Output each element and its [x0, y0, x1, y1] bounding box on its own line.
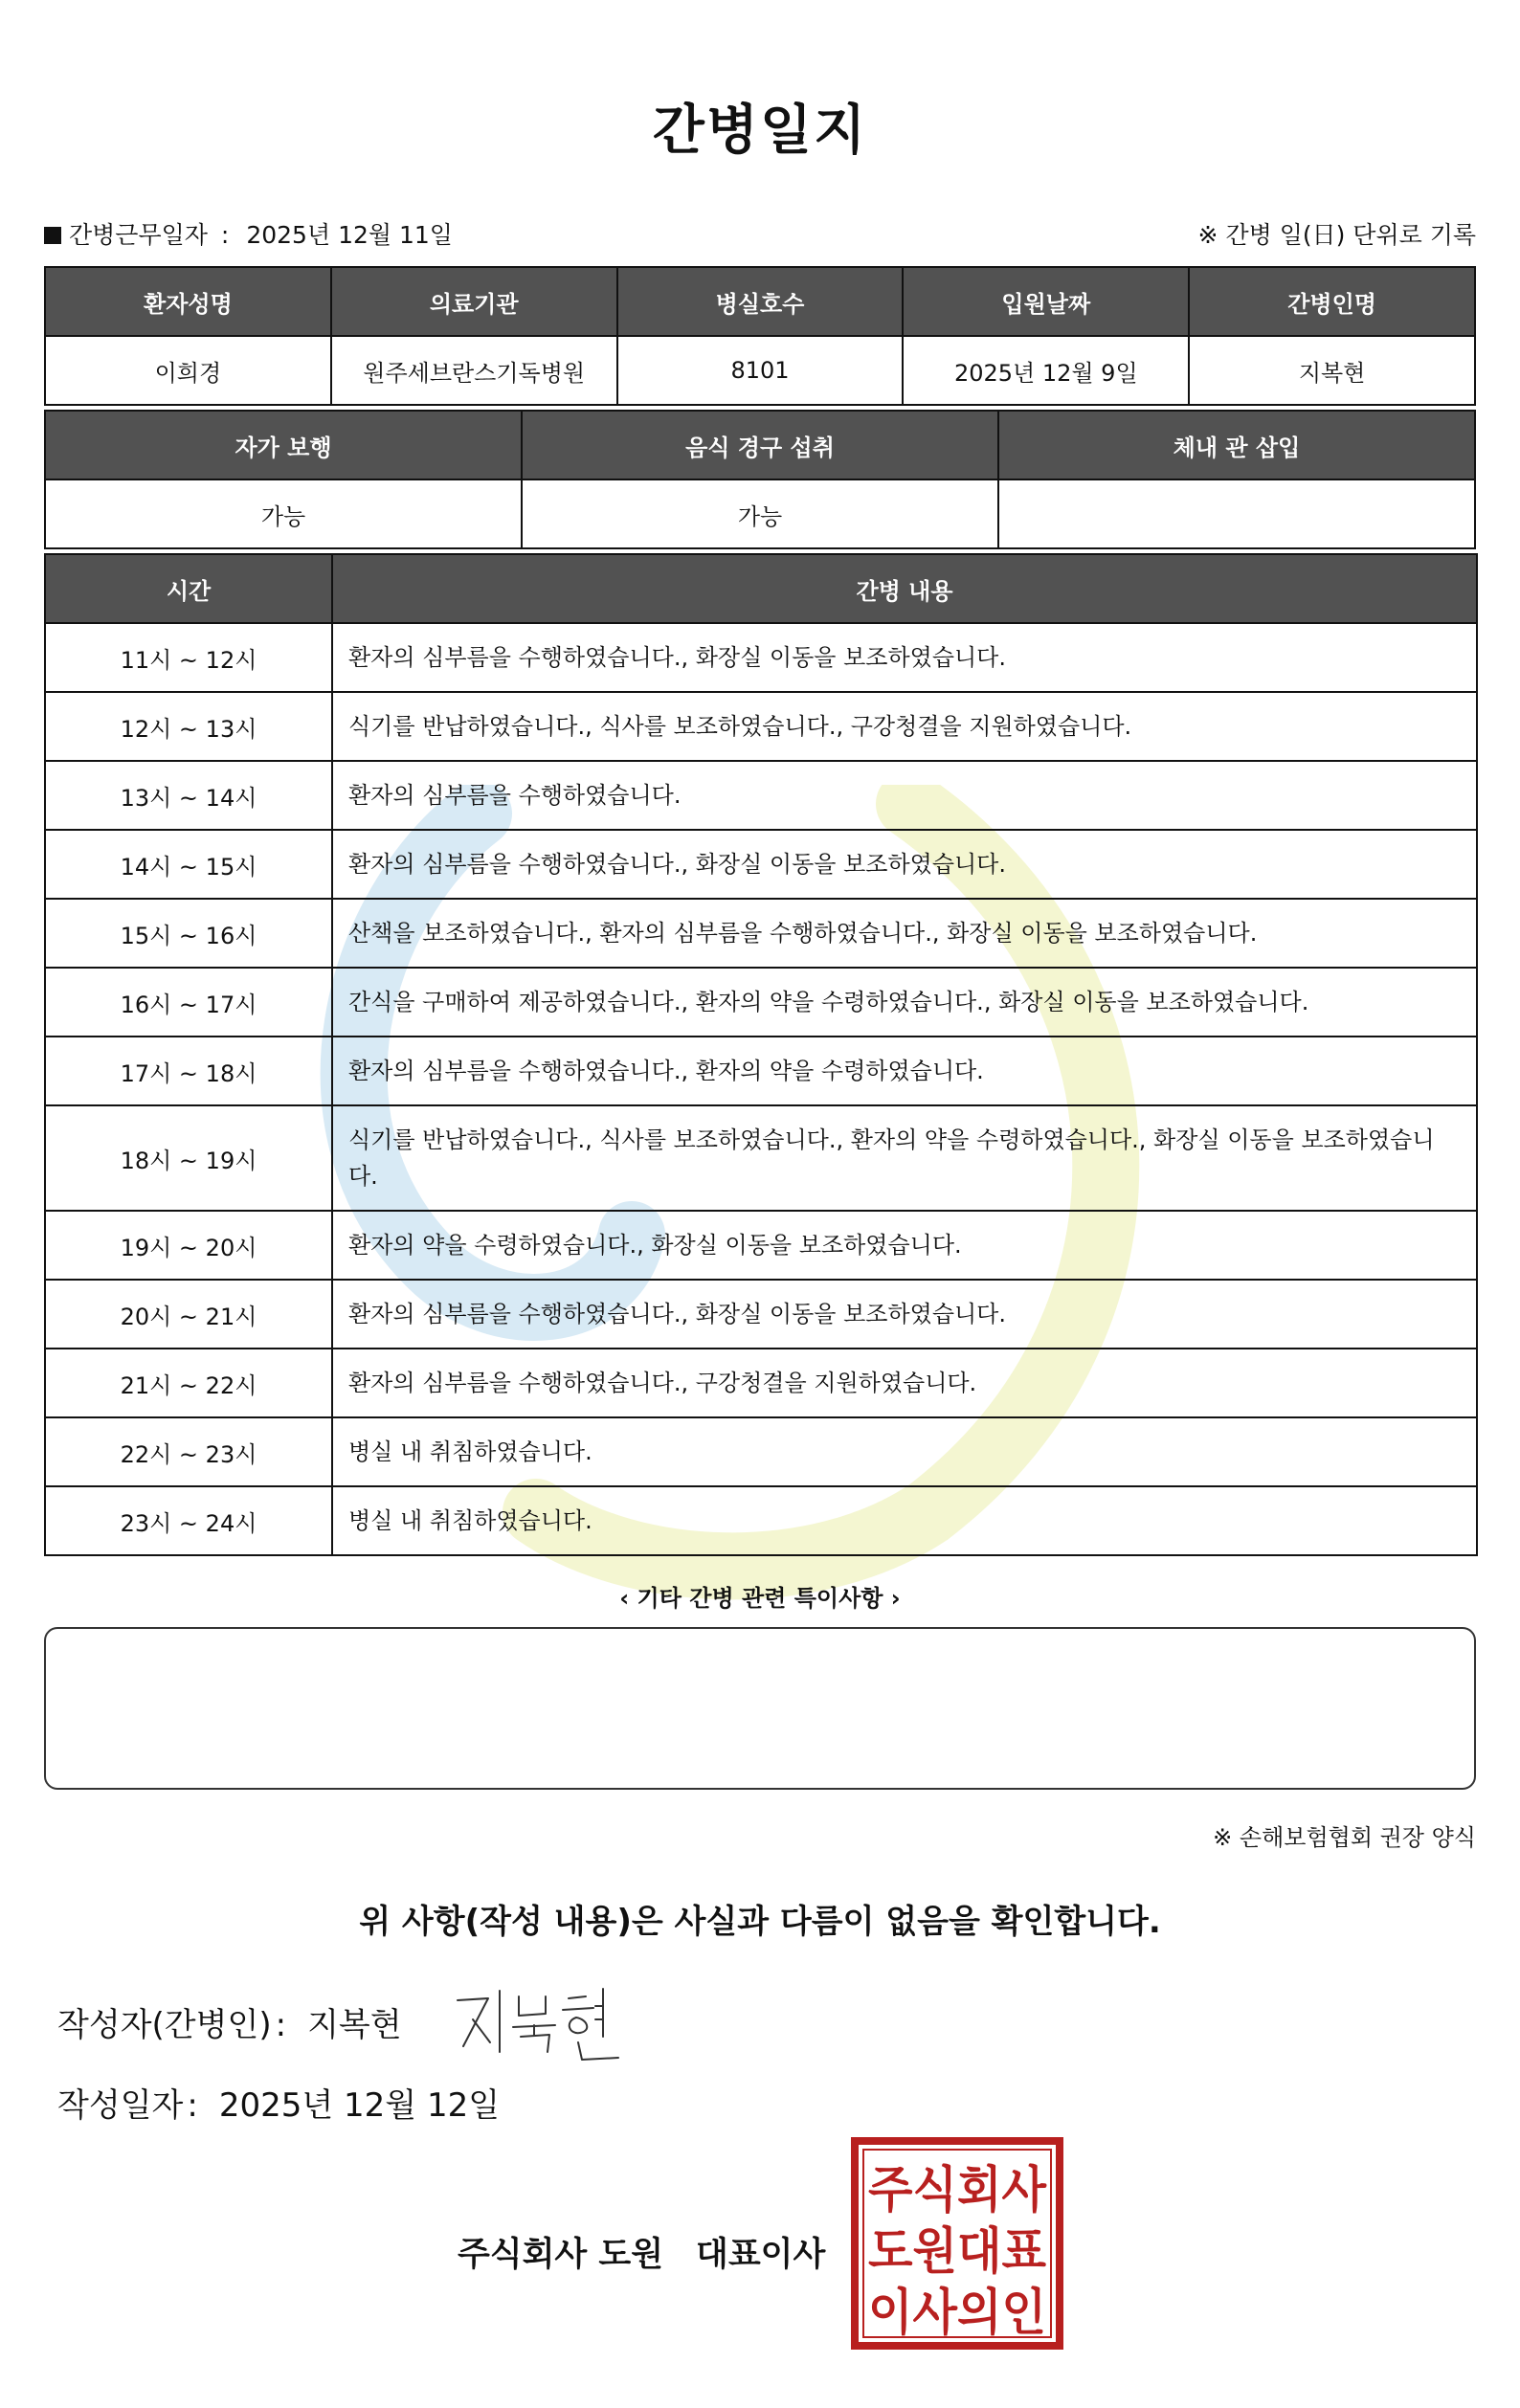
written-date-value: 2025년 12월 12일 — [218, 2086, 501, 2125]
time-cell: 16시 ~ 17시 — [45, 968, 332, 1037]
confirmation-statement: 위 사항(작성 내용)은 사실과 다름이 없음을 확인합니다. — [359, 1903, 1161, 1941]
seal-text-line-1: 주식회사 — [868, 2162, 1047, 2219]
content-cell: 환자의 심부름을 수행하였습니다., 화장실 이동을 보조하였습니다. — [332, 623, 1477, 692]
written-date-label: 작성일자 — [57, 2086, 184, 2125]
status-value-row — [45, 479, 1475, 548]
tube-insertion-value — [998, 479, 1475, 548]
content-cell: 병실 내 취침하였습니다. — [332, 1486, 1477, 1555]
content-cell: 간식을 구매하여 제공하였습니다., 환자의 약을 수령하였습니다., 화장실 이동을 보조하였습니다. — [332, 968, 1477, 1037]
oral-intake-value: 가능 — [522, 479, 998, 548]
hospital: 원주세브란스기독병원 — [331, 336, 617, 405]
time-cell: 11시 ~ 12시 — [45, 623, 332, 692]
company-name: 주식회사 도원 — [458, 2236, 664, 2274]
company-signature-line — [458, 2228, 825, 2276]
self-walking-value: 가능 — [45, 479, 522, 548]
written-date-colon: : — [187, 2086, 198, 2125]
table-row — [45, 1417, 1477, 1486]
status-header-row — [45, 411, 1475, 479]
table-row — [45, 1105, 1477, 1211]
content-cell: 환자의 심부름을 수행하였습니다., 화장실 이동을 보조하였습니다. — [332, 1280, 1477, 1349]
content-cell: 식기를 반납하였습니다., 식사를 보조하였습니다., 구강청결을 지원하였습니다. — [332, 692, 1477, 761]
patient-info-table — [44, 266, 1476, 406]
care-log-table — [44, 553, 1478, 1556]
table-row — [45, 1349, 1477, 1417]
table-row — [45, 1486, 1477, 1555]
representative-title: 대표이사 — [696, 2236, 826, 2274]
content-cell: 병실 내 취침하였습니다. — [332, 1417, 1477, 1486]
header-room-number: 병실호수 — [617, 267, 904, 336]
seal-text-line-2: 도원대표 — [868, 2223, 1046, 2281]
content-cell: 산책을 보조하였습니다., 환자의 심부름을 수행하였습니다., 화장실 이동을 보조하였습니다. — [332, 899, 1477, 968]
header-admission-date: 입원날짜 — [903, 267, 1189, 336]
table-row — [45, 761, 1477, 830]
writer-line — [57, 1998, 402, 2045]
header-care-content: 간병 내용 — [332, 554, 1477, 623]
recommended-form-note: ※ 손해보험협회 권장 양식 — [1213, 1824, 1476, 1851]
time-cell: 23시 ~ 24시 — [45, 1486, 332, 1555]
table-row — [45, 1037, 1477, 1105]
patient-info-header-row — [45, 267, 1475, 336]
seal-text-line-3: 이사의인 — [868, 2285, 1046, 2342]
admission-date: 2025년 12월 9일 — [903, 336, 1189, 405]
time-cell: 20시 ~ 21시 — [45, 1280, 332, 1349]
writer-label: 작성자(간병인) — [57, 2006, 272, 2044]
patient-info-value-row — [45, 336, 1475, 405]
patient-status-table — [44, 410, 1476, 549]
care-log-header-row — [45, 554, 1477, 623]
writer-colon: : — [275, 2006, 287, 2044]
caregiver-name: 지복현 — [1189, 336, 1475, 405]
writer-name: 지복현 — [307, 2006, 402, 2044]
company-seal-stamp — [850, 2136, 1064, 2351]
table-row — [45, 1211, 1477, 1280]
content-cell: 식기를 반납하였습니다., 식사를 보조하였습니다., 환자의 약을 수령하였습니다., 화장실 이동을 보조하였습니다. — [332, 1105, 1477, 1211]
content-cell: 환자의 심부름을 수행하였습니다., 환자의 약을 수령하였습니다. — [332, 1037, 1477, 1105]
header-time: 시간 — [45, 554, 332, 623]
time-cell: 18시 ~ 19시 — [45, 1105, 332, 1211]
page-title: 간병일지 — [652, 100, 868, 162]
work-date-line — [44, 216, 453, 251]
time-cell: 15시 ~ 16시 — [45, 899, 332, 968]
content-cell: 환자의 약을 수령하였습니다., 화장실 이동을 보조하였습니다. — [332, 1211, 1477, 1280]
table-row — [45, 830, 1477, 899]
table-row — [45, 968, 1477, 1037]
time-cell: 13시 ~ 14시 — [45, 761, 332, 830]
work-date-colon: : — [220, 221, 230, 249]
time-cell: 17시 ~ 18시 — [45, 1037, 332, 1105]
table-row — [45, 899, 1477, 968]
time-cell: 21시 ~ 22시 — [45, 1349, 332, 1417]
room-number: 8101 — [617, 336, 904, 405]
content-cell: 환자의 심부름을 수행하였습니다., 화장실 이동을 보조하였습니다. — [332, 830, 1477, 899]
content-cell: 환자의 심부름을 수행하였습니다., 구강청결을 지원하였습니다. — [332, 1349, 1477, 1417]
header-patient-name: 환자성명 — [45, 267, 331, 336]
table-row — [45, 692, 1477, 761]
daily-record-note: ※ 간병 일(日) 단위로 기록 — [1197, 221, 1476, 249]
time-cell: 22시 ~ 23시 — [45, 1417, 332, 1486]
special-notes-box — [44, 1627, 1476, 1790]
square-bullet-icon — [44, 227, 61, 244]
work-date-value: 2025년 12월 11일 — [246, 221, 453, 249]
header-tube-insertion: 체내 관 삽입 — [998, 411, 1475, 479]
time-cell: 14시 ~ 15시 — [45, 830, 332, 899]
work-date-label: 간병근무일자 — [69, 221, 208, 249]
patient-name: 이희경 — [45, 336, 331, 405]
header-oral-intake: 음식 경구 섭취 — [522, 411, 998, 479]
header-hospital: 의료기관 — [331, 267, 617, 336]
time-cell: 12시 ~ 13시 — [45, 692, 332, 761]
content-cell: 환자의 심부름을 수행하였습니다. — [332, 761, 1477, 830]
handwritten-signature — [450, 1983, 632, 2069]
table-row — [45, 1280, 1477, 1349]
header-self-walking: 자가 보행 — [45, 411, 522, 479]
table-row — [45, 623, 1477, 692]
time-cell: 19시 ~ 20시 — [45, 1211, 332, 1280]
header-caregiver-name: 간병인명 — [1189, 267, 1475, 336]
special-notes-title: ‹ 기타 간병 관련 특이사항 › — [619, 1585, 901, 1612]
written-date-line — [57, 2079, 500, 2126]
